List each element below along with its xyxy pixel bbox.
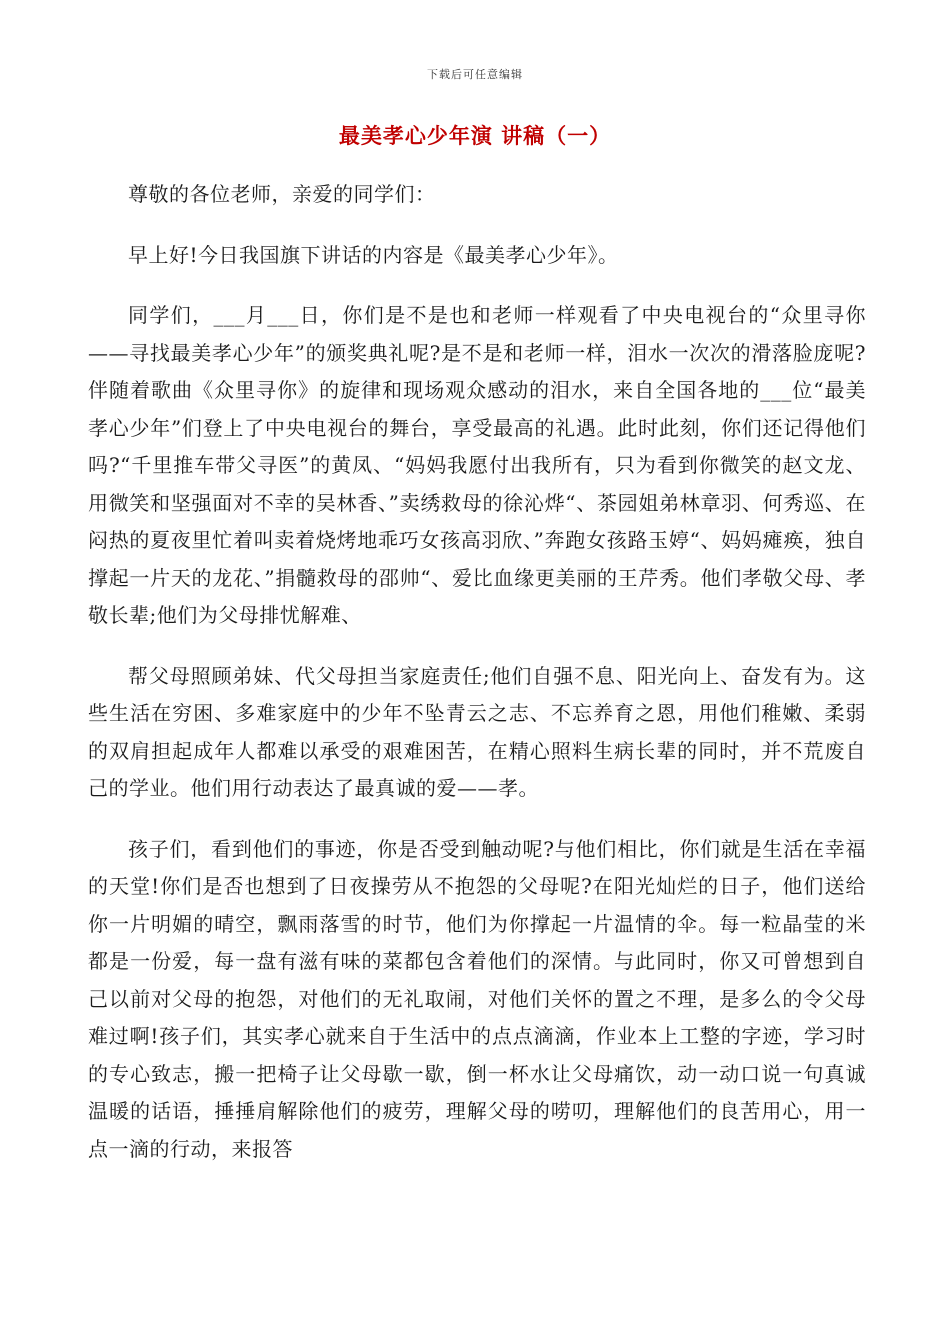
body-paragraph: 同学们，___月___日，你们是不是也和老师一样观看了中央电视台的“众里寻你——寻找最美孝心少年”的颁奖典礼呢?是不是和老师一样，泪水一次次的滑落脸庞呢?伴随着歌曲《众里寻你》的旋律和现场观众感动的泪水，来自全国各地的___位“最美孝心少年”们登上了中央电视台的舞台，享受最高的礼遇。此时此刻，你们还记得他们吗?“千里推车带父寻医”的黄凤、“妈妈我愿付出我所有，只为看到你微笑的赵文龙、用微笑和坚强面对不幸的吴林香、”卖绣救母的徐沁烨“、茶园姐弟林章羽、何秀巡、在闷热的夏夜里忙着叫卖着烧烤地乖巧女孩高羽欣、”奔跑女孩路玉婷“、妈妈瘫痪，独自撑起一片天的龙花、”捐髓救母的邵帅“、爱比血缘更美丽的王芹秀。他们孝敬父母、孝敬长辈;他们为父母排忧解难、: [88, 303, 866, 627]
body-paragraph: 孩子们，看到他们的事迹，你是否受到触动呢?与他们相比，你们就是生活在幸福的天堂!你们是否也想到了日夜操劳从不抱怨的父母呢?在阳光灿烂的日子，他们送给你一片明媚的晴空，飘雨落雪的时节，他们为你撑起一片温情的伞。每一粒晶莹的米都是一份爱，每一盘有滋有味的菜都包含着他们的深情。与此同时，你又可曾想到自己以前对父母的抱怨，对他们的无礼取闹，对他们关怀的置之不理，是多么的令父母难过啊!孩子们，其实孝心就来自于生活中的点点滴滴，作业本上工整的字迹，学习时的专心致志，搬一把椅子让父母歇一歇，倒一杯水让父母痛饮，动一动口说一句真诚温暖的话语，捶捶肩解除他们的疲劳，理解父母的唠叨，理解他们的良苦用心，用一点一滴的行动，来报答: [88, 836, 866, 1161]
greeting-paragraph: 早上好!今日我国旗下讲话的内容是《最美孝心少年》。: [128, 242, 619, 267]
document-title: 最美孝心少年演 讲稿（一）: [338, 123, 612, 148]
body-paragraph: 帮父母照顾弟妹、代父母担当家庭责任;他们自强不息、阳光向上、奋发有为。这些生活在穷困、多难家庭中的少年不坠青云之志、不忘养育之恩，用他们稚嫩、柔弱的双肩担起成年人都难以承受的艰难困苦，在精心照料生病长辈的同时，并不荒废自己的学业。他们用行动表达了最真诚的爱——孝。: [88, 663, 866, 800]
document-body: [88, 176, 866, 1191]
header-note: 下载后可任意编辑: [427, 68, 523, 81]
salutation-paragraph: 尊敬的各位老师，亲爱的同学们：: [128, 182, 436, 206]
